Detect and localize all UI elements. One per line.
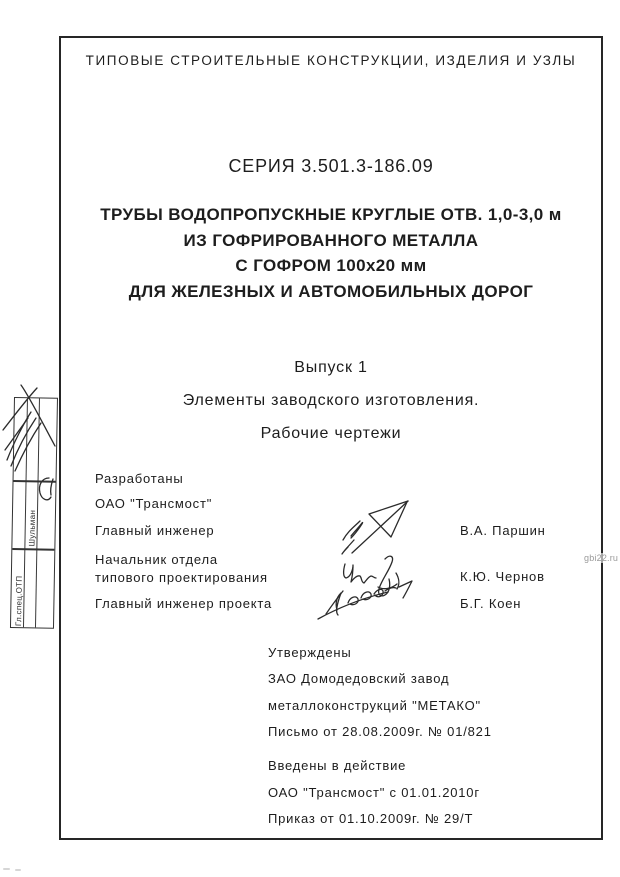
title-line-2: ИЗ ГОФРИРОВАННОГО МЕТАЛЛА bbox=[183, 230, 479, 250]
approved-org-line2: металлоконструкций "МЕТАКО" bbox=[268, 698, 481, 713]
issue-block bbox=[61, 351, 601, 450]
approval-letter: Письмо от 28.08.2009г. № 01/821 bbox=[268, 724, 492, 739]
document-classification: ТИПОВЫЕ СТРОИТЕЛЬНЫЕ КОНСТРУКЦИИ, ИЗДЕЛИЯ И УЗЛЫ bbox=[85, 53, 577, 68]
developed-label: Разработаны bbox=[95, 471, 184, 486]
title-line-4: ДЛЯ ЖЕЛЕЗНЫХ И АВТОМОБИЛЬНЫХ ДОРОГ bbox=[128, 281, 534, 301]
document-title bbox=[61, 202, 601, 304]
issue-subtitle: Элементы заводского изготовления. bbox=[182, 392, 480, 409]
official-name-koen: Б.Г. Коен bbox=[460, 596, 522, 611]
title-line-3: С ГОФРОМ 100х20 мм bbox=[235, 256, 427, 275]
official-position-chief-engineer: Главный инженер bbox=[95, 523, 215, 538]
officials-signatures bbox=[293, 488, 433, 626]
scan-artifact bbox=[15, 869, 21, 871]
official-name-parshin: В.А. Паршин bbox=[460, 523, 546, 538]
approved-label: Утверждены bbox=[268, 645, 352, 660]
effective-label: Введены в действие bbox=[268, 758, 407, 773]
approved-org-line1: ЗАО Домодедовский завод bbox=[268, 671, 450, 686]
watermark: gbi22.ru bbox=[584, 553, 619, 563]
official-position-project-chief-engineer: Главный инженер проекта bbox=[95, 596, 273, 611]
developed-organization: ОАО "Трансмост" bbox=[95, 496, 213, 511]
official-position-dept-head-line1: Начальник отдела bbox=[95, 552, 218, 567]
scan-artifact bbox=[3, 868, 10, 870]
official-name-chernov: К.Ю. Чернов bbox=[460, 569, 545, 584]
title-line-1: ТРУБЫ ВОДОПРОПУСКНЫЕ КРУГЛЫЕ ОТВ. 1,0-3,0 м bbox=[100, 205, 562, 224]
stamp-position: Гл.спец.ОТП bbox=[14, 575, 24, 627]
stamp-signature bbox=[0, 378, 72, 508]
issue-type: Рабочие чертежи bbox=[260, 425, 402, 442]
series-number: СЕРИЯ 3.501.3-186.09 bbox=[228, 156, 434, 176]
stamp-name: Шульман bbox=[27, 509, 38, 547]
order-reference: Приказ от 01.10.2009г. № 29/Т bbox=[268, 811, 474, 826]
issue-number: Выпуск 1 bbox=[294, 359, 368, 376]
stamp-grid-line bbox=[12, 548, 54, 551]
official-position-dept-head-line2: типового проектирования bbox=[95, 570, 268, 585]
effective-org: ОАО "Трансмост" с 01.01.2010г bbox=[268, 785, 480, 800]
